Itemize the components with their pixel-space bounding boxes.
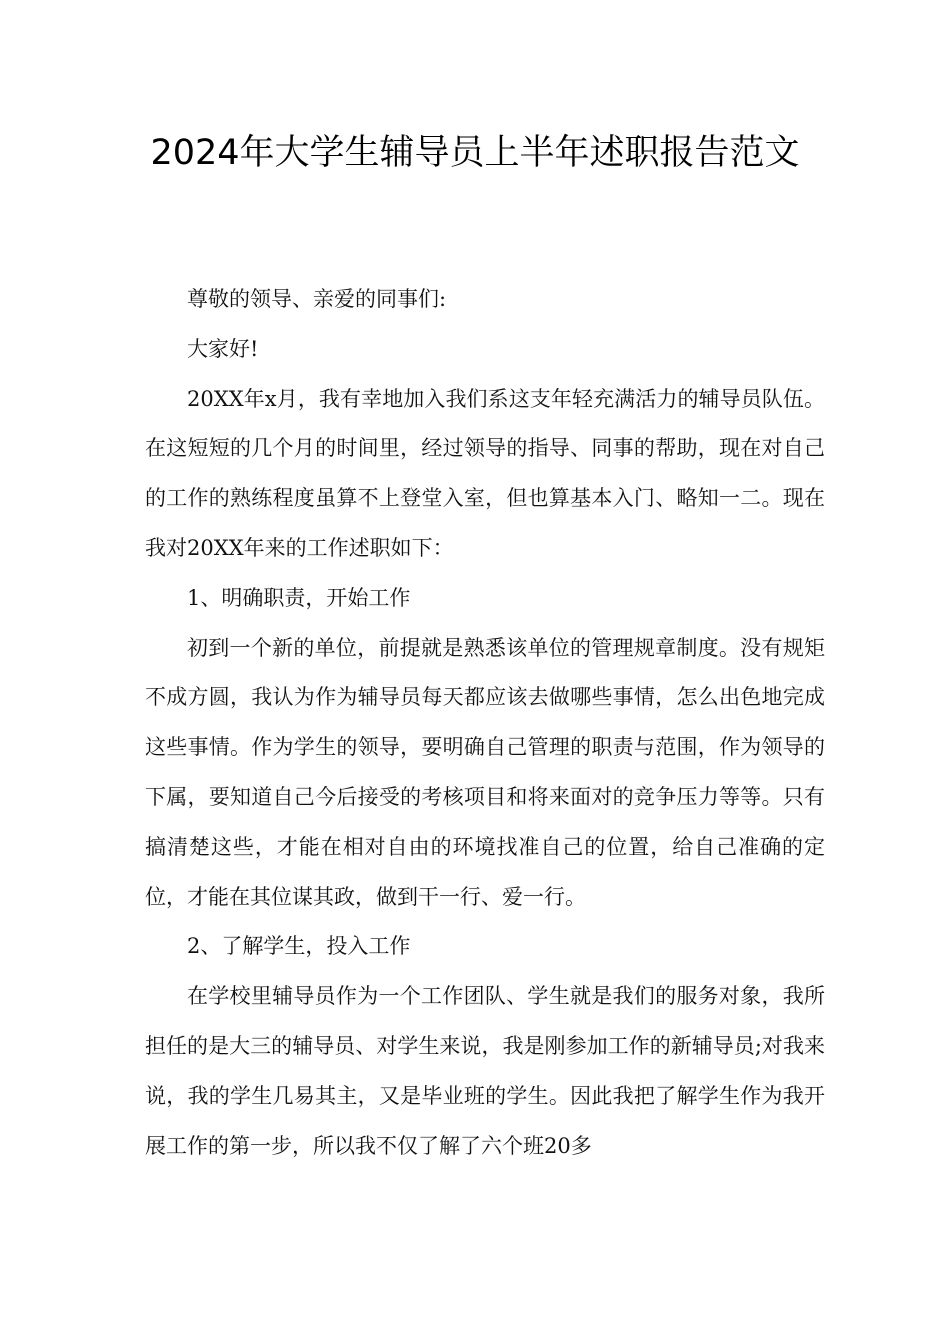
greeting-paragraph: 大家好! xyxy=(187,336,259,361)
intro-paragraph: 20XX年x月，我有幸地加入我们系这支年轻充满活力的辅导员队伍。在这短短的几个月的时间里，经过领导的指导、同事的帮助，现在对自己的工作的熟练程度虽算不上登堂入室，但也算基本入门、略知一二。现在我对20XX年来的工作述职如下： xyxy=(145,386,825,560)
section-1-paragraph: 初到一个新的单位，前提就是熟悉该单位的管理规章制度。没有规矩不成方圆，我认为作为辅导员每天都应该去做哪些事情，怎么出色地完成这些事情。作为学生的领导，要明确自己管理的职责与范围，作为领导的下属，要知道自己今后接受的考核项目和将来面对的竞争压力等等。只有搞清楚这些，才能在相对自由的环境找准自己的位置，给自己准确的定位，才能在其位谋其政，做到干一行、爱一行。 xyxy=(145,635,825,909)
document-title: 2024年大学生辅导员上半年述职报告范文 xyxy=(150,133,800,173)
salutation-paragraph: 尊敬的领导、亲爱的同事们: xyxy=(187,287,447,311)
section-heading-2: 2、了解学生，投入工作 xyxy=(187,934,411,959)
section-heading-1: 1、明确职责，开始工作 xyxy=(187,585,411,610)
document-body xyxy=(145,275,825,1171)
section-2-paragraph: 在学校里辅导员作为一个工作团队、学生就是我们的服务对象，我所担任的是大三的辅导员、对学生来说，我是刚参加工作的新辅导员;对我来说，我的学生几易其主，又是毕业班的学生。因此我把了解学生作为我开展工作的第一步，所以我不仅了解了六个班20多 xyxy=(145,984,825,1158)
